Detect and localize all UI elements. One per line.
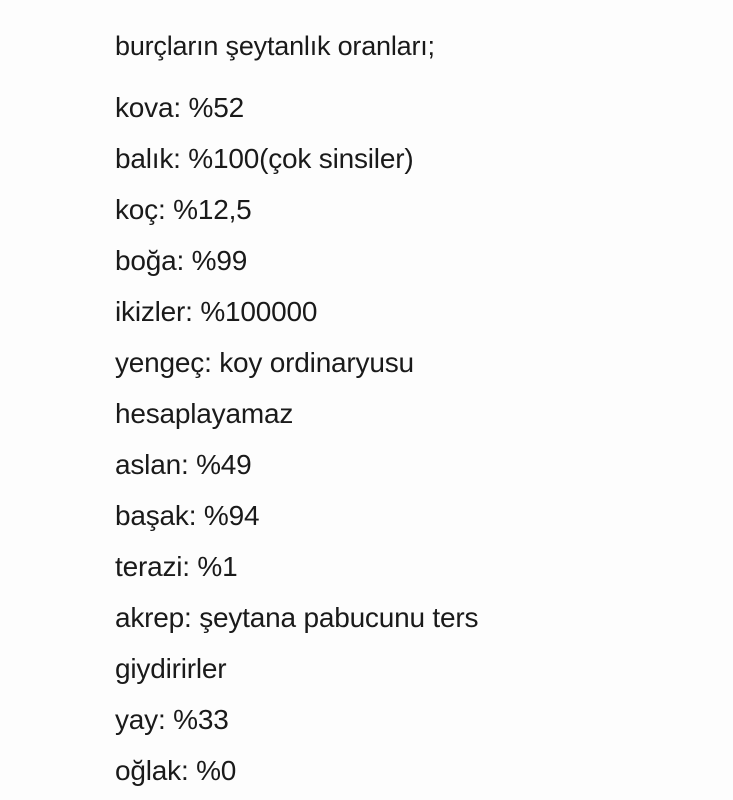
line-oglak: oğlak: %0 [115, 755, 237, 786]
line-aslan: aslan: %49 [115, 449, 252, 480]
line-ikizler: ikizler: %100000 [115, 296, 318, 327]
line-akrep: akrep: şeytana pabucunu ters [115, 602, 479, 633]
line-akrep-cont: giydirirler [115, 653, 227, 684]
line-yay: yay: %33 [115, 704, 229, 735]
line-balik: balık: %100(çok sinsiler) [115, 143, 414, 174]
line-basak: başak: %94 [115, 500, 260, 531]
line-yengec-cont: hesaplayamaz [115, 398, 294, 429]
line-terazi: terazi: %1 [115, 551, 238, 582]
line-yengec: yengeç: koy ordinaryusu [115, 347, 414, 378]
line-boga: boğa: %99 [115, 245, 248, 276]
note-title: burçların şeytanlık oranları; [115, 31, 435, 61]
line-kova: kova: %52 [115, 92, 244, 123]
line-koc: koç: %12,5 [115, 194, 252, 225]
note-lines [115, 82, 478, 796]
